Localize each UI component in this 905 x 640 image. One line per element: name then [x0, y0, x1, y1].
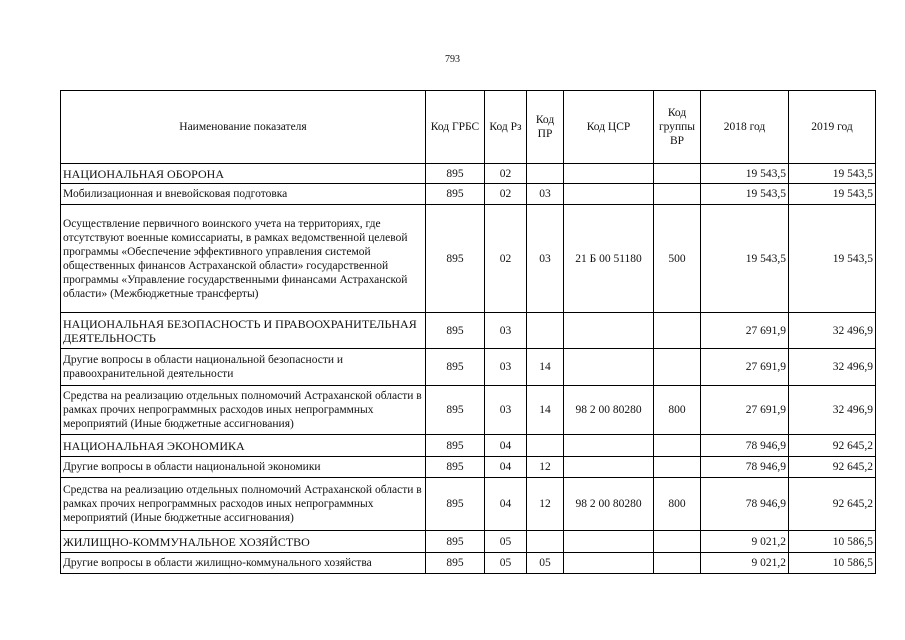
row-pr: 12	[527, 457, 564, 478]
budget-table	[60, 90, 876, 574]
row-grbs: 895	[426, 184, 485, 205]
row-vr	[654, 553, 701, 574]
header-grbs: Код ГРБС	[426, 91, 485, 164]
row-pr: 14	[527, 386, 564, 435]
row-name: Средства на реализацию отдельных полномочий Астраханской области в рамках прочих непрограммных расходов иных непрограммных мероприятий (Иные бюджетные ассигнования)	[61, 386, 426, 435]
header-name: Наименование показателя	[61, 91, 426, 164]
row-pr	[527, 531, 564, 553]
table-row	[61, 435, 876, 457]
row-rz: 03	[485, 349, 527, 386]
row-grbs: 895	[426, 164, 485, 184]
row-grbs: 895	[426, 349, 485, 386]
row-grbs: 895	[426, 457, 485, 478]
row-pr: 14	[527, 349, 564, 386]
row-grbs: 895	[426, 478, 485, 531]
row-csr: 98 2 00 80280	[564, 478, 654, 531]
row-pr: 03	[527, 205, 564, 313]
row-2018: 19 543,5	[701, 184, 789, 205]
row-pr: 03	[527, 184, 564, 205]
row-2018: 27 691,9	[701, 386, 789, 435]
row-vr: 500	[654, 205, 701, 313]
header-vr: Код группы ВР	[654, 91, 701, 164]
row-name: НАЦИОНАЛЬНАЯ ОБОРОНА	[61, 164, 426, 184]
row-pr	[527, 164, 564, 184]
row-2019: 32 496,9	[789, 386, 876, 435]
header-csr: Код ЦСР	[564, 91, 654, 164]
row-name: Другие вопросы в области национальной экономики	[61, 457, 426, 478]
row-2019: 19 543,5	[789, 164, 876, 184]
row-2018: 19 543,5	[701, 164, 789, 184]
table-row	[61, 478, 876, 531]
row-2019: 92 645,2	[789, 478, 876, 531]
row-2018: 9 021,2	[701, 531, 789, 553]
row-vr	[654, 313, 701, 349]
row-2019: 92 645,2	[789, 435, 876, 457]
row-csr: 98 2 00 80280	[564, 386, 654, 435]
header-pr: Код ПР	[527, 91, 564, 164]
row-2018: 78 946,9	[701, 478, 789, 531]
row-name: НАЦИОНАЛЬНАЯ БЕЗОПАСНОСТЬ И ПРАВООХРАНИТЕЛЬНАЯ ДЕЯТЕЛЬНОСТЬ	[61, 313, 426, 349]
row-csr	[564, 553, 654, 574]
row-rz: 05	[485, 531, 527, 553]
row-pr: 12	[527, 478, 564, 531]
row-csr	[564, 457, 654, 478]
table-row	[61, 313, 876, 349]
row-2018: 78 946,9	[701, 435, 789, 457]
row-rz: 03	[485, 386, 527, 435]
row-grbs: 895	[426, 531, 485, 553]
row-rz: 04	[485, 457, 527, 478]
row-2018: 78 946,9	[701, 457, 789, 478]
row-2019: 10 586,5	[789, 553, 876, 574]
row-vr	[654, 435, 701, 457]
table-row	[61, 553, 876, 574]
row-vr	[654, 164, 701, 184]
table-header-row	[61, 91, 876, 164]
row-grbs: 895	[426, 553, 485, 574]
row-name: Другие вопросы в области национальной безопасности и правоохранительной деятельности	[61, 349, 426, 386]
row-2018: 9 021,2	[701, 553, 789, 574]
row-csr	[564, 435, 654, 457]
row-name: Осуществление первичного воинского учета на территориях, где отсутствуют военные комиссариаты, в рамках ведомственной целевой программы «Обеспечение эффективного управления системой общественных финансов Астраханской области» государственной программы «Управление государственными финансами Астраханской области» (Межбюджетные трансферты)	[61, 205, 426, 313]
row-vr: 800	[654, 478, 701, 531]
table-row	[61, 164, 876, 184]
row-vr	[654, 184, 701, 205]
row-csr	[564, 349, 654, 386]
row-2018: 27 691,9	[701, 313, 789, 349]
page-number: 793	[445, 54, 460, 65]
row-2018: 19 543,5	[701, 205, 789, 313]
table-row	[61, 386, 876, 435]
table-row	[61, 457, 876, 478]
row-grbs: 895	[426, 313, 485, 349]
table-row	[61, 205, 876, 313]
row-rz: 02	[485, 205, 527, 313]
row-rz: 03	[485, 313, 527, 349]
row-2019: 32 496,9	[789, 349, 876, 386]
row-rz: 02	[485, 164, 527, 184]
row-2019: 92 645,2	[789, 457, 876, 478]
row-name: Мобилизационная и вневойсковая подготовка	[61, 184, 426, 205]
row-name: Другие вопросы в области жилищно-коммунального хозяйства	[61, 553, 426, 574]
header-rz: Код Рз	[485, 91, 527, 164]
row-rz: 04	[485, 435, 527, 457]
row-csr	[564, 164, 654, 184]
row-csr	[564, 184, 654, 205]
row-csr	[564, 531, 654, 553]
row-pr	[527, 313, 564, 349]
table-row	[61, 531, 876, 553]
row-name: ЖИЛИЩНО-КОММУНАЛЬНОЕ ХОЗЯЙСТВО	[61, 531, 426, 553]
row-vr	[654, 457, 701, 478]
table-row	[61, 349, 876, 386]
row-csr: 21 Б 00 51180	[564, 205, 654, 313]
row-grbs: 895	[426, 386, 485, 435]
row-csr	[564, 313, 654, 349]
row-vr	[654, 349, 701, 386]
header-2018: 2018 год	[701, 91, 789, 164]
row-vr: 800	[654, 386, 701, 435]
row-pr: 05	[527, 553, 564, 574]
row-rz: 02	[485, 184, 527, 205]
row-rz: 04	[485, 478, 527, 531]
row-2019: 10 586,5	[789, 531, 876, 553]
row-2018: 27 691,9	[701, 349, 789, 386]
header-2019: 2019 год	[789, 91, 876, 164]
row-vr	[654, 531, 701, 553]
table-row	[61, 184, 876, 205]
row-2019: 19 543,5	[789, 184, 876, 205]
row-grbs: 895	[426, 205, 485, 313]
row-rz: 05	[485, 553, 527, 574]
row-name: Средства на реализацию отдельных полномочий Астраханской области в рамках прочих непрограммных расходов иных непрограммных мероприятий (Иные бюджетные ассигнования)	[61, 478, 426, 531]
row-name: НАЦИОНАЛЬНАЯ ЭКОНОМИКА	[61, 435, 426, 457]
row-pr	[527, 435, 564, 457]
row-2019: 32 496,9	[789, 313, 876, 349]
row-2019: 19 543,5	[789, 205, 876, 313]
row-grbs: 895	[426, 435, 485, 457]
